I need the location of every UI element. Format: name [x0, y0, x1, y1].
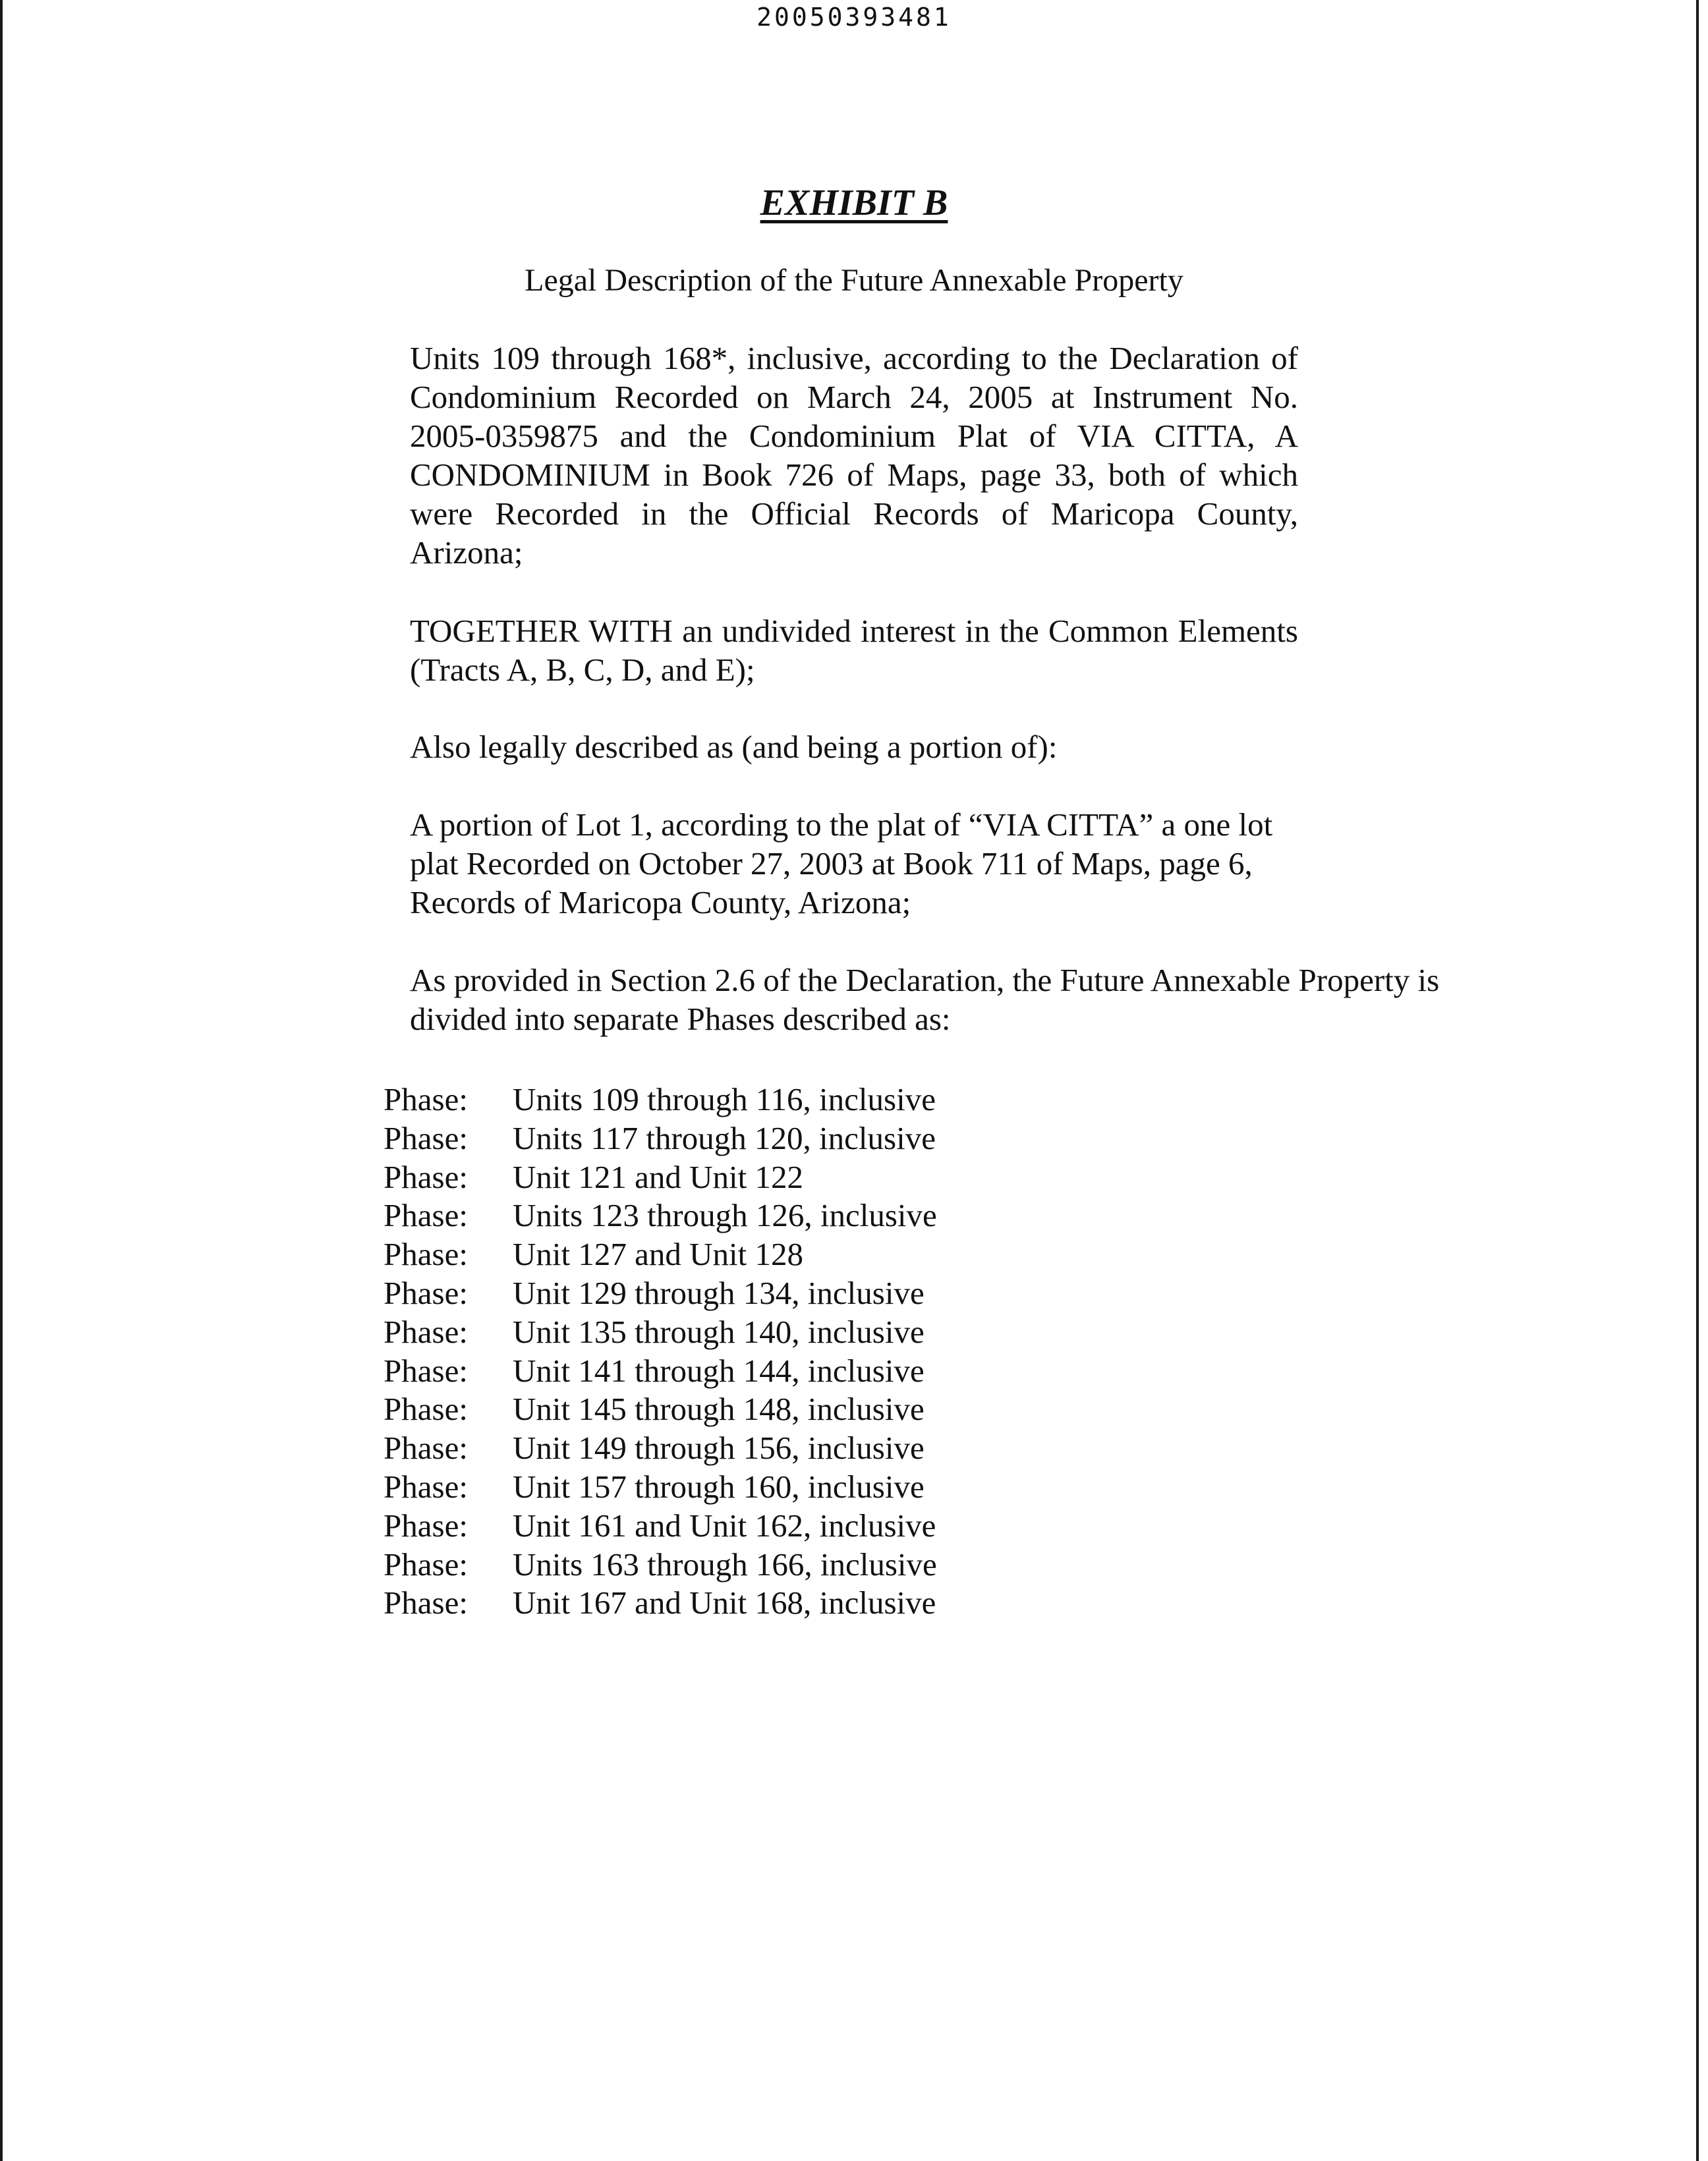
phase-row [384, 1352, 937, 1391]
phase-row [384, 1507, 937, 1546]
phase-description: Unit 149 through 156, inclusive [513, 1430, 925, 1467]
phase-label: Phase: [384, 1081, 468, 1117]
phase-label: Phase: [384, 1507, 468, 1544]
paragraph-units-description: Units 109 through 168*, inclusive, according to the Declaration of Condominium Recorded on March 24, 2005 at Instrument No. 2005-0359875 and the Condominium Plat of VIA CITTA, A CONDOMINIUM in Book 726 of Maps, page 33, both of which were Recorded in the Official Records of Maricopa County, Arizona; [410, 340, 1298, 571]
phase-row [384, 1274, 937, 1313]
document-number: 20050393481 [756, 3, 952, 32]
phase-label: Phase: [384, 1391, 468, 1428]
phase-row [384, 1546, 937, 1585]
phase-row [384, 1468, 937, 1507]
phase-description: Unit 167 and Unit 168, inclusive [513, 1585, 936, 1621]
phase-label: Phase: [384, 1274, 468, 1311]
phase-label: Phase: [384, 1313, 468, 1350]
paragraph-phases-intro: As provided in Section 2.6 of the Declaration, the Future Annexable Property is divided into separate Phases described as: [410, 962, 1440, 1037]
phase-label: Phase: [384, 1197, 468, 1234]
phase-description: Unit 127 and Unit 128 [513, 1236, 803, 1273]
phase-row [384, 1119, 937, 1158]
phase-description: Unit 157 through 160, inclusive [513, 1468, 925, 1505]
phase-row [384, 1390, 937, 1429]
phase-description: Units 163 through 166, inclusive [513, 1546, 937, 1583]
phase-description: Unit 121 and Unit 122 [513, 1158, 803, 1195]
phase-description: Units 109 through 116, inclusive [513, 1081, 936, 1117]
phase-description: Unit 161 and Unit 162, inclusive [513, 1507, 936, 1544]
exhibit-title: EXHIBIT B [760, 182, 948, 223]
phase-description: Units 123 through 126, inclusive [513, 1197, 937, 1234]
paragraph-also-described: Also legally described as (and being a portion of): [410, 729, 1058, 765]
paragraph-lot-portion: A portion of Lot 1, according to the plat of “VIA CITTA” a one lot plat Recorded on October 27, 2003 at Book 711 of Maps, page 6, Records of Maricopa County, Arizona; [410, 806, 1273, 920]
phase-description: Unit 135 through 140, inclusive [513, 1313, 925, 1350]
scan-border-left [0, 0, 3, 2161]
phase-row [384, 1196, 937, 1235]
scan-border-right [1696, 0, 1699, 2161]
phase-description: Unit 141 through 144, inclusive [513, 1352, 925, 1389]
phase-row [384, 1313, 937, 1352]
phase-label: Phase: [384, 1468, 468, 1505]
phase-label: Phase: [384, 1585, 468, 1621]
paragraph-common-elements: TOGETHER WITH an undivided interest in the Common Elements (Tracts A, B, C, D, and E); [410, 613, 1298, 688]
phase-row [384, 1584, 937, 1623]
phase-label: Phase: [384, 1158, 468, 1195]
phase-label: Phase: [384, 1119, 468, 1156]
phase-label: Phase: [384, 1352, 468, 1389]
phase-description: Unit 145 through 148, inclusive [513, 1391, 925, 1428]
phase-label: Phase: [384, 1430, 468, 1467]
phase-label: Phase: [384, 1236, 468, 1273]
phase-description: Units 117 through 120, inclusive [513, 1119, 936, 1156]
phase-label: Phase: [384, 1546, 468, 1583]
phase-description: Unit 129 through 134, inclusive [513, 1274, 925, 1311]
phase-row [384, 1235, 937, 1274]
phase-row [384, 1080, 937, 1119]
phase-row [384, 1429, 937, 1468]
phase-list [384, 1080, 937, 1623]
exhibit-subtitle: Legal Description of the Future Annexable Property [525, 263, 1183, 298]
phase-row [384, 1158, 937, 1197]
